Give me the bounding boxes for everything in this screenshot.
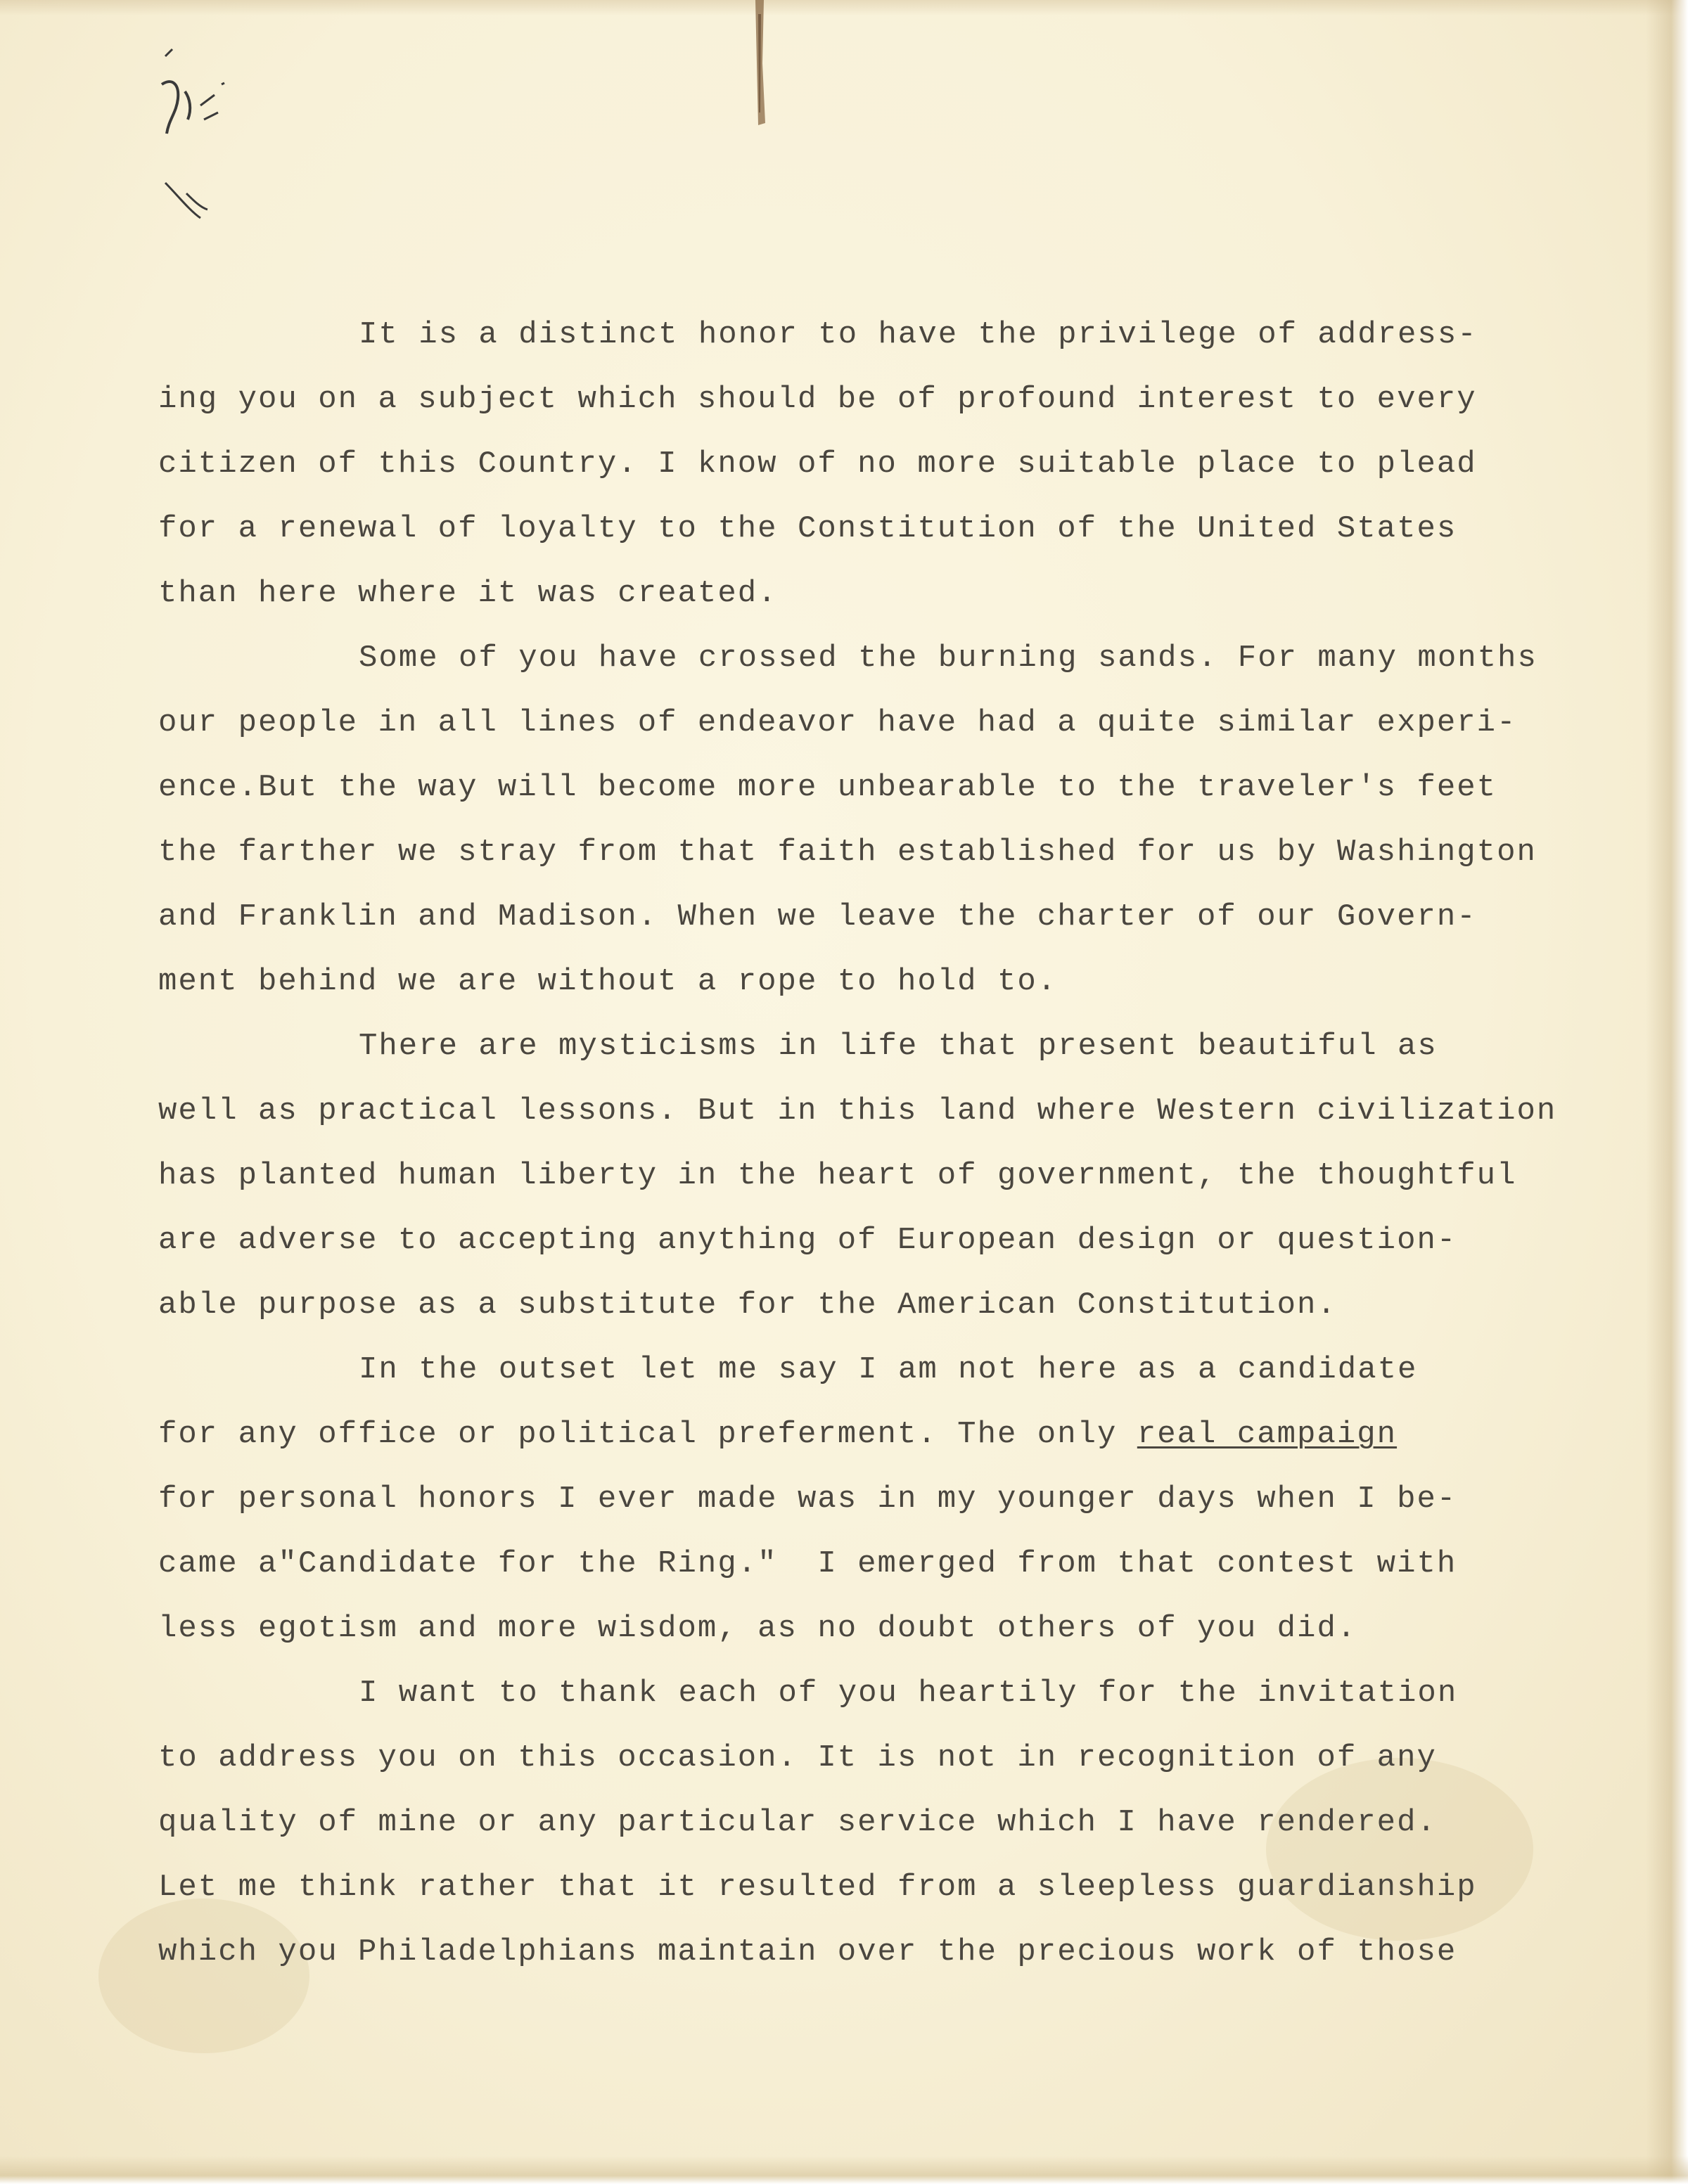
text-line: able purpose as a substitute for the American Constitution.	[158, 1287, 1337, 1323]
text-line: citizen of this Country. I know of no more suitable place to plead	[158, 447, 1477, 482]
text-line: which you Philadelphians maintain over the precious work of those	[158, 1934, 1457, 1970]
text-line: Let me think rather that it resulted from a sleepless guardianship	[158, 1870, 1477, 1905]
text-line: and Franklin and Madison. When we leave the charter of our Govern-	[158, 899, 1477, 934]
page-top-edge	[0, 0, 1688, 15]
text-line: the farther we stray from that faith established for us by Washington	[158, 835, 1537, 870]
handwritten-pencil-mark	[151, 42, 257, 225]
page-right-edge	[1646, 0, 1688, 2184]
text-line: I want to thank each of you heartily for the invitation	[359, 1676, 1458, 1711]
text-line: Some of you have crossed the burning sands. For many months	[359, 641, 1537, 676]
text-line: less egotism and more wisdom, as no doubt others of you did.	[158, 1611, 1357, 1646]
text-line: for a renewal of loyalty to the Constitution of the United States	[158, 511, 1457, 546]
text-line: In the outset let me say I am not here as a candidate	[359, 1352, 1418, 1387]
text-line: There are mysticisms in life that present beautiful as	[359, 1029, 1438, 1064]
text-line: are adverse to accepting anything of European design or question-	[158, 1223, 1457, 1258]
page-bottom-edge	[0, 2156, 1688, 2184]
text-line: It is a distinct honor to have the privilege of address-	[359, 317, 1478, 352]
text-line-with-underline	[158, 1402, 1565, 1467]
typed-speech-text	[158, 302, 1565, 1984]
text-line: ence.But the way will become more unbearable to the traveler's feet	[158, 770, 1497, 805]
text-line-part: for any office or political preferment. The only	[158, 1417, 1137, 1452]
paper-tear-mark	[751, 0, 769, 127]
text-line: than here where it was created.	[158, 576, 778, 611]
text-line: for personal honors I ever made was in my younger days when I be-	[158, 1482, 1457, 1517]
text-line: well as practical lessons. But in this land where Western civilization	[158, 1093, 1557, 1129]
text-line: our people in all lines of endeavor have had a quite similar experi-	[158, 705, 1517, 740]
text-line: to address you on this occasion. It is not in recognition of any	[158, 1740, 1437, 1775]
text-line: has planted human liberty in the heart of government, the thoughtful	[158, 1158, 1517, 1193]
text-line: ing you on a subject which should be of profound interest to every	[158, 382, 1477, 417]
text-line: ment behind we are without a rope to hold to.	[158, 964, 1058, 999]
text-line: came a"Candidate for the Ring." I emerged from that contest with	[158, 1546, 1457, 1581]
underlined-phrase: real campaign	[1137, 1417, 1398, 1452]
text-line: quality of mine or any particular service which I have rendered.	[158, 1805, 1437, 1840]
